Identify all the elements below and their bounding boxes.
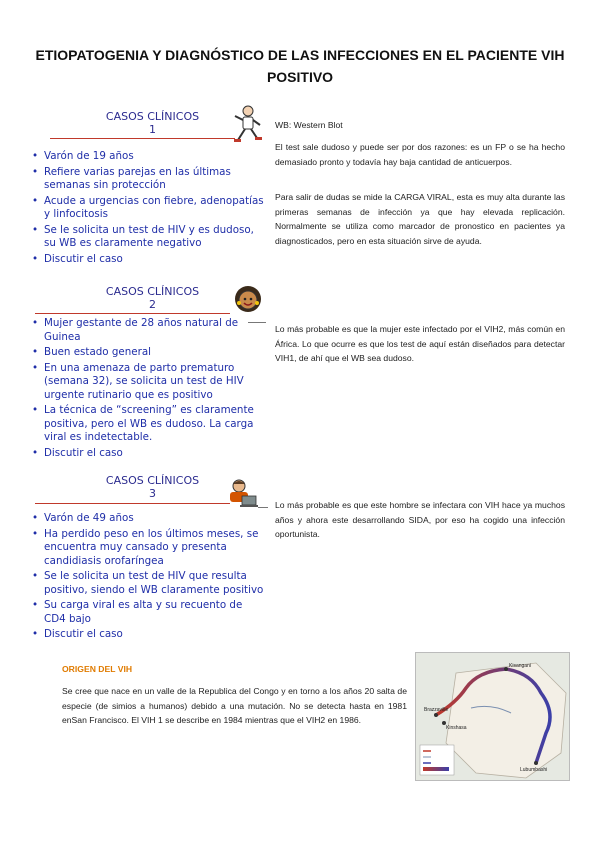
list-item: • Discutir el caso [30,253,265,267]
list-item: • Refiere varias parejas en las últimas semanas sin protección [30,166,265,193]
list-item: • Se le solicita un test de HIV y es dudoso, su WB es claramente negativo [30,224,265,251]
case-2-heading [80,285,225,311]
list-item: • Discutir el caso [30,447,265,461]
list-item: • Se le solicita un test de HIV que resulta positivo, siendo el WB claramente positivo [30,570,265,597]
connector-line [248,322,266,323]
list-item: • Varón de 49 años [30,512,265,526]
legend-gradient [423,767,449,771]
list-item: • En una amenaza de parto prematuro (semana 32), se solicita un test de HIV urgente rutinario que es positivo [30,362,265,403]
case-3-list [30,512,265,644]
list-item: • Su carga viral es alta y su recuento de CD4 bajo [30,599,265,626]
map-graphic [416,653,569,780]
case-1-note-1: El test sale dudoso y puede ser por dos razones: es un FP o se ha hecho demasiado pronto y todavía hay baja cantidad de anticuerpos. [275,142,565,167]
case-number: 2 [149,298,156,311]
case-number: 1 [149,123,156,136]
city-marker [504,667,508,671]
list-item: • Varón de 19 años [30,150,265,164]
case-3-heading [80,474,225,500]
map-label: Lubumbashi [520,767,548,773]
list-item: • Ha perdido peso en los últimos meses, se encuentra muy cansado y presenta candidiasis orofaríngea [30,528,265,569]
map-label: Kinshasa [446,725,467,731]
congo-map [415,652,570,781]
case-1-heading [80,110,225,136]
case-1-note-2: Para salir de dudas se mide la CARGA VIRAL, esta es muy alta durante las primeras semanas de infección ya que hay elevada replicación. Normalmente se utiliza como marcador de pronostico en pacientes ya diagnosticados, pero en esta situación sirve de ayuda. [275,192,565,246]
list-item: • La técnica de “screening” es claramente positiva, pero el WB es dudoso. La carga viral es indetectable. [30,404,265,445]
map-label: Brazzaville [424,707,449,713]
origin-text: Se cree que nace en un valle de la Republica del Congo y en torno a los años 20 salta de especie (de simios a humanos) debido a una mutación. No se detecta hasta en 1981 enSan Francisco. El VIH 1 se describe en 1984 mientras que el VIH2 en 1986. [62,686,407,725]
case-1-rule [50,138,235,139]
list-item: • Buen estado general [30,346,265,360]
woman-face-icon [234,284,262,314]
case-heading-text: CASOS CLÍNICOS [105,474,200,487]
case-2-note: Lo más probable es que la mujer este infectado por el VIH2, más común en África. Lo que ocurre es que los test de aquí están diseñados para detectar VIH1, de ahí que el WB sea dudoso. [275,324,565,363]
case-1-list [30,150,265,268]
case-3-note: Lo más probable es que este hombre se infectara con VIH hace ya muchos años y ahora este desarrollando SIDA, por eso ha cogido una infección oportunista. [275,500,565,539]
running-figure-icon [230,104,264,144]
map-label: Kisangani [509,663,531,669]
connector-line [258,507,268,508]
origin-heading: ORIGEN DEL VIH [62,664,133,674]
case-heading-text: CASOS CLÍNICOS [105,285,200,298]
case-3-rule [35,503,230,504]
wb-note: WB: Western Blot [275,120,343,130]
city-marker [434,713,438,717]
city-marker [534,761,538,765]
page-title: ETIOPATOGENIA Y DIAGNÓSTICO DE LAS INFECCIONES EN EL PACIENTE VIH POSITIVO [35,47,565,85]
country-shape [446,663,566,778]
list-item: • Discutir el caso [30,628,265,642]
man-at-laptop-icon [222,478,258,508]
case-2-rule [35,313,230,314]
list-item: • Acude a urgencias con fiebre, adenopatías y linfocitosis [30,195,265,222]
case-number: 3 [149,487,156,500]
case-2-list [30,317,265,462]
list-item: • Mujer gestante de 28 años natural de Guinea [30,317,265,344]
case-heading-text: CASOS CLÍNICOS [105,110,200,123]
